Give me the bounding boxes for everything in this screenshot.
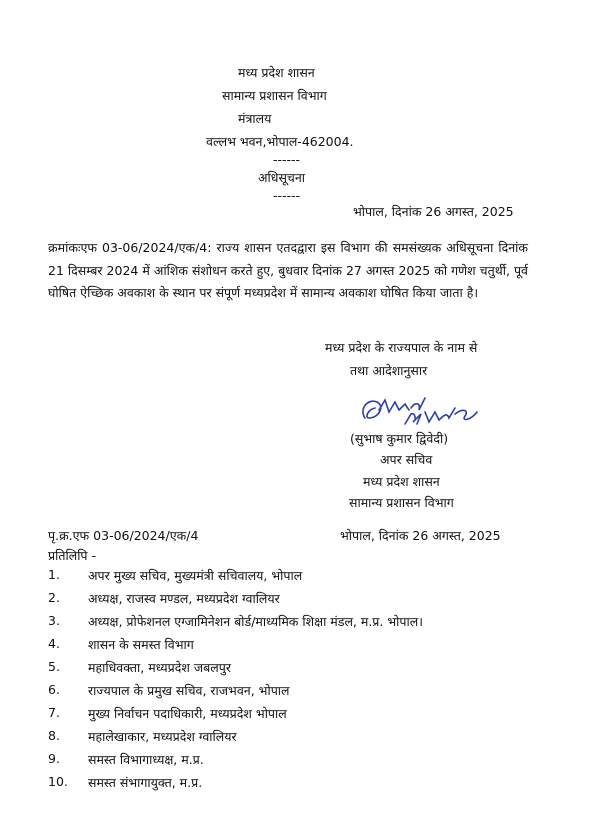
list-item-text: समस्त विभागाध्यक्ष, म.प्र. [88, 752, 204, 767]
list-item-number: 6. [48, 682, 60, 697]
endorsement-date: भोपाल, दिनांक 26 अगस्त, 2025 [340, 528, 501, 543]
signatory-department: सामान्य प्रशासन विभाग [349, 495, 454, 510]
order-line-2: तथा आदेशानुसार [350, 363, 428, 378]
list-item-number: 3. [48, 613, 60, 628]
signature-stroke [363, 401, 381, 418]
notification-body: क्रमांकःएफ 03-06/2024/एक/4: राज्य शासन एतदद्वारा इस विभाग की समसंख्यक अधिसूचना दिनांक 21 दिसम्बर 2024 में आंशिक संशोधन करते हुए, बुधवार दिनांक 27 अगस्त 2025 को गणेश चतुर्थी, पूर्व घोषित ऐच्छिक अवकाश के स्थान पर संपूर्ण मध्यप्रदेश में सामान्य अवकाश घोषित किया जाता है। [48, 240, 528, 300]
list-item-text: राज्यपाल के प्रमुख सचिव, राजभवन, भोपाल [88, 683, 290, 698]
list-item-text: महालेखाकार, मध्यप्रदेश ग्वालियर [88, 729, 237, 744]
divider: ------ [273, 152, 301, 167]
list-item-text: अपर मुख्य सचिव, मुख्यमंत्री सचिवालय, भोपाल [88, 568, 303, 583]
list-item-text: महाधिवक्ता, मध्यप्रदेश जबलपुर [88, 660, 231, 675]
list-item-text: अध्यक्ष, प्रोफेशनल एग्जामिनेशन बोर्ड/माध्यमिक शिक्षा मंडल, म.प्र. भोपाल। [88, 614, 423, 629]
order-line-1: मध्य प्रदेश के राज्यपाल के नाम से [325, 340, 478, 355]
signatory-govt: मध्य प्रदेश शासन [363, 474, 440, 489]
signature-stroke [455, 410, 477, 419]
issue-date: भोपाल, दिनांक 26 अगस्त, 2025 [353, 204, 514, 219]
ministry-name: मंत्रालय [238, 111, 272, 126]
signatory-name: (सुभाष कुमार द्विवेदी) [350, 431, 449, 446]
list-item-text: समस्त संभागायुक्त, म.प्र. [88, 775, 203, 790]
list-item-number: 1. [48, 567, 60, 582]
list-item-number: 2. [48, 590, 60, 605]
list-item-number: 5. [48, 659, 60, 674]
list-item-text: मुख्य निर्वाचन पदाधिकारी, मध्यप्रदेश भोपाल [88, 706, 287, 721]
notification-title: अधिसूचना [258, 170, 306, 185]
signatory-designation: अपर सचिव [380, 452, 433, 467]
department-name: सामान्य प्रशासन विभाग [222, 88, 327, 103]
list-item-number: 9. [48, 751, 60, 766]
list-item-text: अध्यक्ष, राजस्व मण्डल, मध्यप्रदेश ग्वालियर [88, 591, 280, 606]
list-item-number: 8. [48, 728, 60, 743]
list-item-number: 10. [48, 774, 68, 789]
signature-stroke [411, 398, 425, 410]
signature-stroke [405, 408, 455, 424]
list-item-number: 4. [48, 636, 60, 651]
list-item-number: 7. [48, 705, 60, 720]
copy-label: प्रतिलिपि - [48, 548, 97, 563]
signature-stroke [379, 400, 409, 412]
endorsement-ref: पृ.क्र.एफ 03-06/2024/एक/4 [48, 528, 199, 543]
signature-scribble [355, 388, 485, 430]
divider: ------ [273, 188, 301, 203]
govt-name: मध्य प्रदेश शासन [238, 65, 315, 80]
address: वल्लभ भवन,भोपाल-462004. [206, 134, 354, 149]
list-item-text: शासन के समस्त विभाग [88, 637, 194, 652]
